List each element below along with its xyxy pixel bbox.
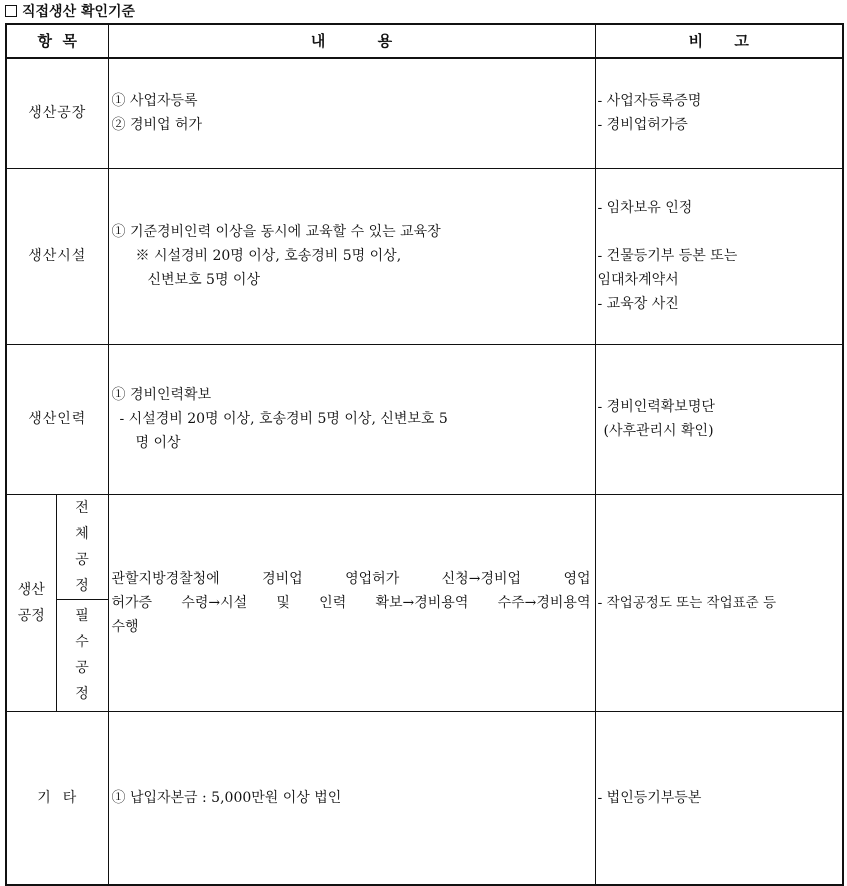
- sub-label-text: 필수공정: [75, 608, 89, 702]
- sub-label-text: 전체공정: [75, 499, 89, 594]
- table-row-factory: [6, 58, 843, 168]
- row-content: [108, 58, 595, 168]
- content-line: ① 기준경비인력 이상을 동시에 교육할 수 있는 교육장: [111, 224, 441, 240]
- row-note: [595, 58, 843, 168]
- note-line: - 임차보유 인정: [597, 200, 693, 216]
- row-note: [595, 711, 843, 885]
- sub-label-required: [56, 599, 108, 711]
- header-note: 비 고: [595, 24, 843, 58]
- note-line: - 건물등기부 등본 또는: [597, 248, 738, 264]
- note-line: 임대차계약서: [597, 272, 679, 288]
- row-label: 기 타: [6, 711, 108, 885]
- note-line: - 사업자등록증명: [597, 93, 702, 110]
- row-label: 생산공장: [6, 58, 108, 168]
- note-line: (사후관리시 확인): [603, 423, 714, 439]
- content-line: 명 이상: [135, 435, 181, 451]
- content-line: 관할지방경찰청에 경비업 영업허가 신청→경비업 영업: [111, 570, 591, 587]
- row-label: 생산시설: [6, 168, 108, 344]
- note-line: - 작업공정도 또는 작업표준 등: [597, 594, 777, 611]
- row-label: 생산공정: [17, 581, 45, 624]
- row-content: [108, 494, 595, 711]
- table-row-other: [6, 711, 843, 885]
- header-row: [6, 24, 843, 58]
- checkbox-square-icon: [5, 5, 17, 17]
- section-title: [5, 3, 135, 21]
- row-note: [595, 344, 843, 494]
- row-content: [108, 711, 595, 885]
- note-line: - 법인등기부등본: [597, 789, 702, 806]
- note-line: - 교육장 사진: [597, 296, 679, 312]
- content-line: ② 경비업 허가: [111, 117, 203, 134]
- criteria-table: [5, 23, 844, 886]
- header-item: 항 목: [6, 24, 108, 58]
- content-line: 수행: [111, 618, 139, 635]
- row-note: [595, 168, 843, 344]
- content-line: 허가증 수령→시설 및 인력 확보→경비용역 수주→경비용역: [111, 594, 591, 611]
- content-line: ① 사업자등록: [111, 93, 198, 110]
- content-line: 신변보호 5명 이상: [147, 272, 260, 288]
- content-line: ※ 시설경비 20명 이상, 호송경비 5명 이상,: [135, 248, 402, 264]
- row-content: [108, 168, 595, 344]
- sub-label-full: [56, 494, 108, 599]
- header-content: 내 용: [108, 24, 595, 58]
- content-line: ① 납입자본금 : 5,000만원 이상 법인: [111, 789, 342, 806]
- row-note: [595, 494, 843, 711]
- note-line: - 경비인력확보명단: [597, 399, 715, 415]
- row-content: [108, 344, 595, 494]
- content-line: ① 경비인력확보: [111, 387, 212, 403]
- content-line: - 시설경비 20명 이상, 호송경비 5명 이상, 신변보호 5: [119, 411, 448, 427]
- section-title-text: 직접생산 확인기준: [22, 4, 136, 20]
- note-line: - 경비업허가증: [597, 117, 688, 134]
- row-label: 생산인력: [6, 344, 108, 494]
- row-label-process: [6, 494, 56, 711]
- table-row-facility: [6, 168, 843, 344]
- table-row-process-full: [6, 494, 843, 599]
- table-row-manpower: [6, 344, 843, 494]
